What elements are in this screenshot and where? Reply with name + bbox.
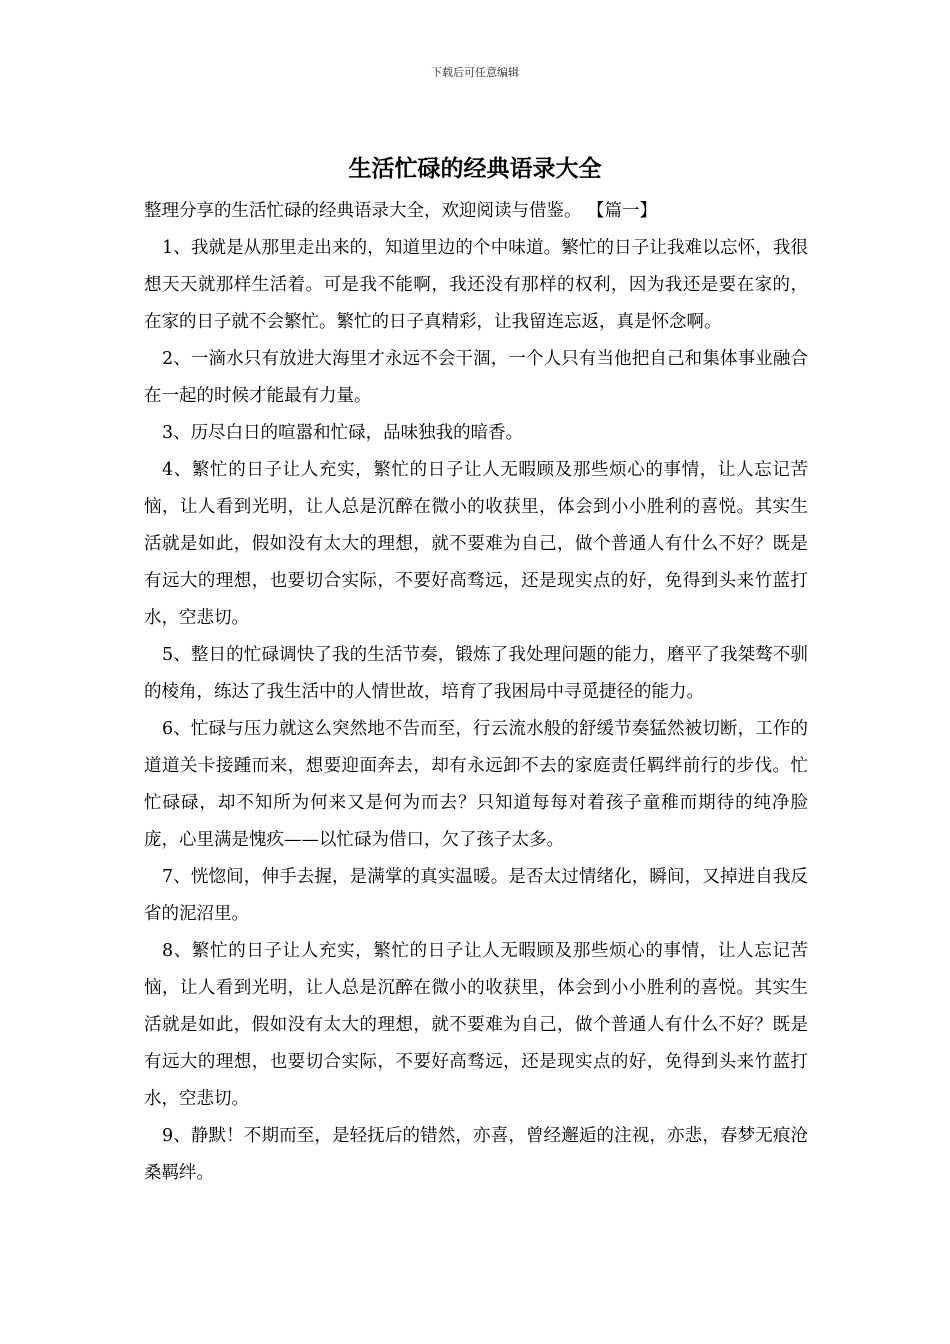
paragraph-2: 2、一滴水只有放进大海里才永远不会干涸，一个人只有当他把自己和集体事业融合在一起的时候才能最有力量。 bbox=[144, 349, 808, 406]
header-note: 下载后可任意编辑 bbox=[431, 66, 519, 79]
paragraph-8: 8、繁忙的日子让人充实，繁忙的日子让人无暇顾及那些烦心的事情，让人忘记苦恼，让人看到光明，让人总是沉醉在微小的收获里，体会到小小胜利的喜悦。其实生活就是如此，假如没有太大的理想，就不要难为自己，做个普通人有什么不好？既是有远大的理想，也要切合实际，不要好高骛远，还是现实点的好，免得到头来竹蓝打水，空悲切。 bbox=[144, 941, 808, 1109]
paragraph-1: 1、我就是从那里走出来的，知道里边的个中味道。繁忙的日子让我难以忘怀，我很想天天就那样生活着。可是我不能啊，我还没有那样的权利，因为我还是要在家的，在家的日子就不会繁忙。繁忙的日子真精彩，让我留连忘返，真是怀念啊。 bbox=[144, 238, 808, 332]
paragraph-7: 7、恍惚间，伸手去握，是满掌的真实温暖。是否太过情绪化，瞬间，又掉进自我反省的泥沼里。 bbox=[144, 867, 808, 924]
document-body bbox=[144, 193, 808, 1192]
paragraph-3: 3、历尽白日的喧嚣和忙碌，品味独我的暗香。 bbox=[162, 423, 524, 443]
paragraph-9: 9、静默！不期而至，是轻抚后的错然，亦喜，曾经邂逅的注视，亦悲，春梦无痕沧桑羁绊。 bbox=[144, 1126, 808, 1183]
paragraph-6: 6、忙碌与压力就这么突然地不告而至，行云流水般的舒缓节奏猛然被切断，工作的道道关卡接踵而来，想要迎面奔去，却有永远卸不去的家庭责任羁绊前行的步伐。忙忙碌碌，却不知所为何来又是何为而去？只知道每每对着孩子童稚而期待的纯净脸庞，心里满是愧疚——以忙碌为借口，欠了孩子太多。 bbox=[144, 719, 808, 850]
document-title: 生活忙碌的经典语录大全 bbox=[348, 155, 602, 182]
paragraph-5: 5、整日的忙碌调快了我的生活节奏，锻炼了我处理问题的能力，磨平了我桀骜不驯的棱角，练达了我生活中的人情世故，培育了我困局中寻觅捷径的能力。 bbox=[144, 645, 808, 702]
paragraph-4: 4、繁忙的日子让人充实，繁忙的日子让人无暇顾及那些烦心的事情，让人忘记苦恼，让人看到光明，让人总是沉醉在微小的收获里，体会到小小胜利的喜悦。其实生活就是如此，假如没有太大的理想，就不要难为自己，做个普通人有什么不好？既是有远大的理想，也要切合实际，不要好高骛远，还是现实点的好，免得到头来竹蓝打水，空悲切。 bbox=[144, 460, 808, 628]
intro-paragraph: 整理分享的生活忙碌的经典语录大全，欢迎阅读与借鉴。 【篇一】 bbox=[144, 201, 658, 221]
